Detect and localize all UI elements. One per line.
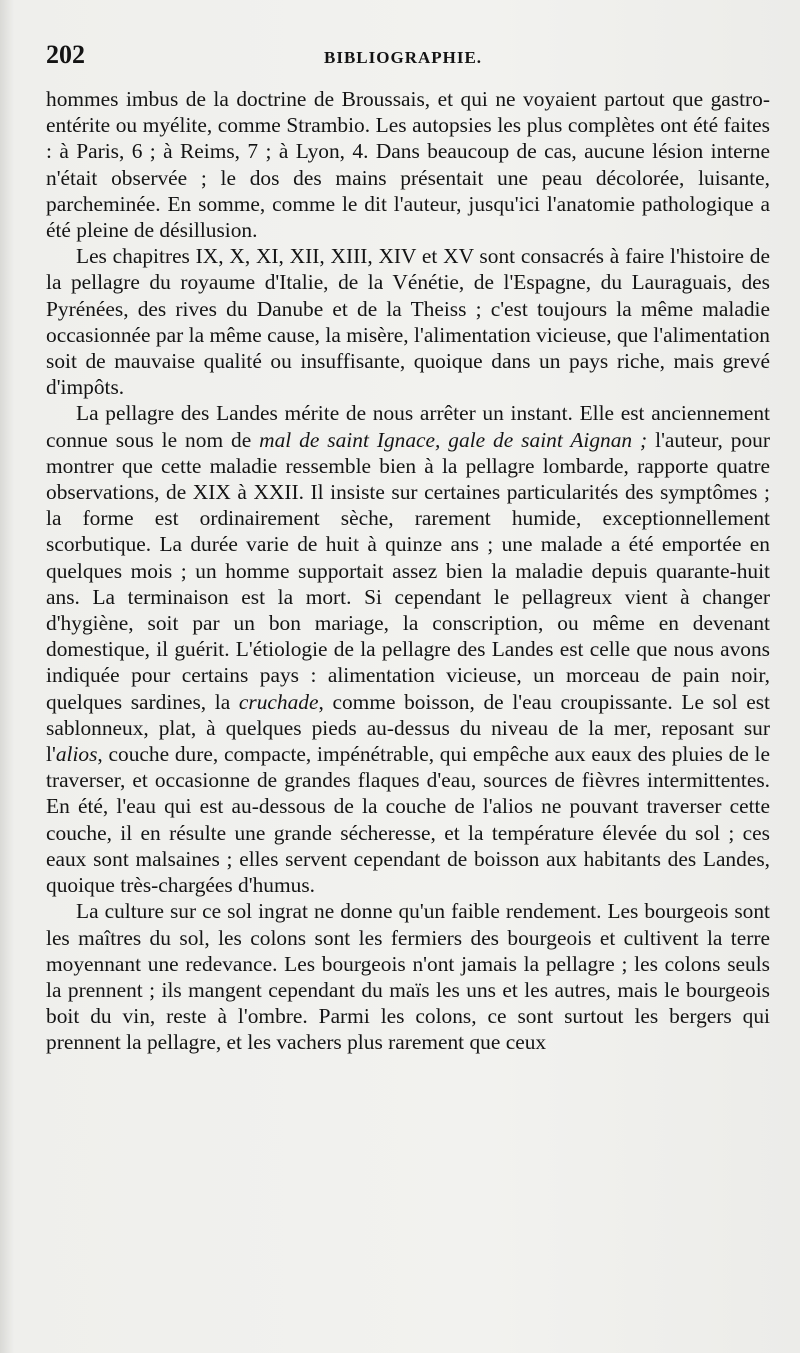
text-run: hommes imbus de la doctrine de Broussais, et qui ne voyaient partout que gastro-entérite ou myélite, comme Strambio. Les autopsies les plus complètes ont été faites : à Paris, 6 ; à Reims, 7 ; à Lyon, 4. Dans beaucoup de cas, aucune lésion interne n'était observée ; le dos des mains présentait une peau décolorée, luisante, parcheminée. En somme, comme le dit l'auteur, jusqu'ici l'anatomie pathologique a été pleine de désillusion. [46, 87, 770, 243]
italic-text: cruchade [238, 689, 319, 714]
text-run: La pellagre des Landes mérite de nous arrêter un instant. Elle est anciennement connue sous le nom de [46, 401, 770, 452]
text-run: l'auteur, pour montrer que cette maladie ressemble bien à la pellagre lombarde, rapporte quatre observations, de XIX à XXII. Il insiste sur certaines particularités des symptômes ; la forme est ordinairement sèche, rarement humide, exceptionnellement scorbutique. La durée varie de huit à quinze ans ; une malade a été emportée en quelques mois ; un homme supportait assez bien la maladie depuis quarante-huit ans. La terminaison est la mort. Si cependant le pellagreux vient à changer d'hygiène, soit par un bon mariage, la conscription, ou même en devenant domestique, il guérit. L'étiologie de la pellagre des Landes est celle que nous avons indiquée pour certains pays : alimentation vicieuse, un morceau de pain noir, quelques sardines, la [46, 427, 770, 714]
paragraph [46, 400, 770, 898]
text-run: Les chapitres IX, X, XI, XII, XIII, XIV et XV sont consacrés à faire l'histoire de la pellagre du royaume d'Italie, de la Vénétie, de l'Espagne, du Lauraguais, des Pyrénées, des rives du Danube et de la Theiss ; c'est toujours la même maladie occasionnée par la même cause, la misère, l'alimentation vicieuse, que l'alimentation soit de mauvaise qualité ou insuffisante, quoique dans un pays riche, mais grevé d'impôts. [46, 244, 770, 400]
text-run: La culture sur ce sol ingrat ne donne qu'un faible rendement. Les bourgeois sont les maîtres du sol, les colons sont les fermiers des bourgeois et cultivent la terre moyennant une redevance. Les bourgeois n'ont jamais la pellagre ; les colons seuls la prennent ; ils mangent cependant du maïs les uns et les autres, mais le bourgeois boit du vin, reste à l'ombre. Parmi les colons, ce sont surtout les bergers qui prennent la pellagre, et les vachers plus rarement que ceux [46, 899, 770, 1055]
italic-text: alios [55, 742, 98, 767]
text-run: , comme boisson, de l'eau croupissante. Le sol est sablonneux, plat, à quelques pieds au-dessus du niveau de la mer, reposant sur l' [46, 689, 770, 767]
text-run: , couche dure, compacte, impénétrable, qui empêche aux eaux des pluies de le traverser, et occasionne de grandes flaques d'eau, sources de fièvres intermittentes. En été, l'eau qui est au-dessous de la couche de l'alios ne pouvant traverser cette couche, il en résulte une grande sécheresse, et la température élevée du sol ; ces eaux sont malsaines ; elles servent cependant de boisson aux habitants des Landes, quoique très-chargées d'humus. [46, 742, 770, 898]
running-head: BIBLIOGRAPHIE. [324, 48, 483, 67]
paragraph [46, 898, 770, 1055]
paragraph [46, 243, 770, 400]
page-number: 202 [46, 40, 85, 69]
body-text [46, 86, 770, 1056]
italic-text: mal de saint Ignace, gale de saint Aignan ; [259, 427, 648, 452]
page-header [46, 40, 770, 86]
paragraph [46, 86, 770, 243]
